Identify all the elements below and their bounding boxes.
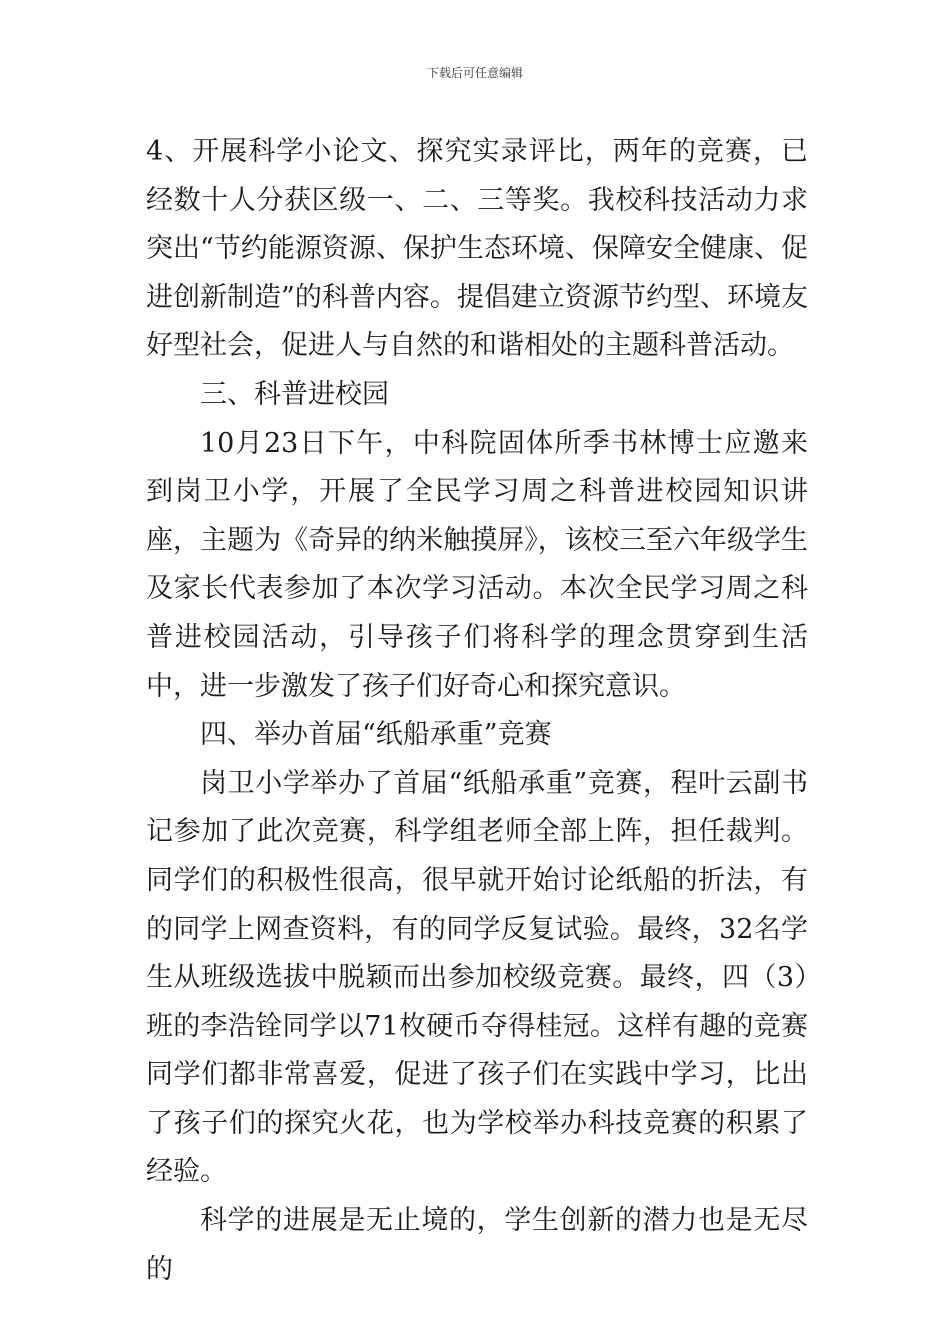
section-heading-4: 四、举办首届“纸船承重”竞赛	[200, 719, 552, 751]
paragraph-closing: 科学的进展是无止境的，学生创新的潜力也是无尽的	[146, 1205, 808, 1285]
paragraph-science-lecture: 10月23日下午，中科院固体所季书林博士应邀来到岗卫小学，开展了全民学习周之科普进校园知识讲座，主题为《奇异的纳米触摸屏》，该校三至六年级学生及家长代表参加了本次学习活动。本次全民学习周之科普进校园活动，引导孩子们将科学的理念贯穿到生活中，进一步激发了孩子们好奇心和探究意识。	[146, 427, 808, 702]
paragraph-activity-4: 4、开展科学小论文、探究实录评比，两年的竞赛，已经数十人分获区级一、二、三等奖。我校科技活动力求突出“节约能源资源、保护生态环境、保障安全健康、促进创新制造”的科普内容。提倡建立资源节约型、环境友好型社会，促进人与自然的和谐相处的主题科普活动。	[146, 136, 808, 362]
section-heading-3: 三、科普进校园	[200, 378, 389, 410]
document-body	[146, 128, 808, 1294]
page-header: 下载后可任意编辑	[426, 66, 523, 80]
paragraph-paper-boat-contest: 岗卫小学举办了首届“纸船承重”竞赛，程叶云副书记参加了此次竞赛，科学组老师全部上阵，担任裁判。同学们的积极性很高，很早就开始讨论纸船的折法，有的同学上网查资料，有的同学反复试验。最终，32名学生从班级选拔中脱颖而出参加校级竞赛。最终，四（3）班的李浩铨同学以71枚硬币夺得桂冠。这样有趣的竞赛同学们都非常喜爱，促进了孩子们在实践中学习，比出了孩子们的探究火花，也为学校举办科技竞赛的积累了经验。	[146, 767, 808, 1188]
